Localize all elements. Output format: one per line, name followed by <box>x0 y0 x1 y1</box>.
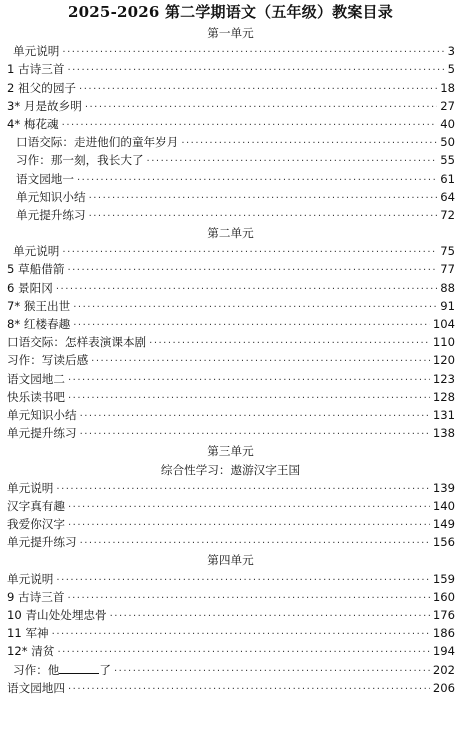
entry-title: 单元说明 <box>7 480 54 495</box>
dot-leader <box>85 99 437 117</box>
fill-in-blank <box>59 662 99 674</box>
toc-entry[interactable] <box>0 642 461 660</box>
entry-title: 习作：那一刻，我长大了 <box>16 153 144 168</box>
entry-label <box>0 351 88 369</box>
dot-leader <box>68 517 430 535</box>
entry-title: 我爱你汉字 <box>7 517 65 532</box>
toc-entry[interactable] <box>0 515 461 533</box>
page-number: 75 <box>440 244 455 259</box>
entry-title: 单元提升练习 <box>7 535 77 550</box>
entry-label <box>0 97 82 115</box>
page-number: 140 <box>432 498 455 513</box>
page-number: 131 <box>432 407 455 422</box>
toc-entry[interactable] <box>0 97 461 115</box>
entry-title: 5 草船借箭 <box>7 262 65 277</box>
dot-leader <box>67 590 429 608</box>
page-number: 40 <box>440 116 455 131</box>
entry-label <box>0 242 59 260</box>
entry-title: 6 景阳冈 <box>7 280 53 295</box>
page-number: 55 <box>440 153 455 168</box>
entry-title: 习作：写读后感 <box>7 353 89 368</box>
toc-entry[interactable] <box>0 388 461 406</box>
table-of-contents <box>0 24 461 697</box>
page-number: 61 <box>440 171 455 186</box>
entry-label <box>0 42 59 60</box>
entry-label <box>0 424 77 442</box>
page-number: 3 <box>447 44 455 59</box>
dot-leader <box>149 335 430 353</box>
entry-title: 语文园地一 <box>16 171 74 186</box>
toc-entry[interactable] <box>0 260 461 278</box>
page-number: 77 <box>440 262 455 277</box>
entry-label <box>0 533 77 551</box>
entry-label <box>0 370 65 388</box>
page-number: 18 <box>440 80 455 95</box>
dot-leader <box>57 644 429 662</box>
entry-label <box>0 279 53 297</box>
toc-entry[interactable] <box>0 188 461 206</box>
dot-leader <box>56 572 429 590</box>
entry-label <box>0 297 70 315</box>
unit-heading: 第二单元 <box>207 226 254 241</box>
entry-title: 单元说明 <box>13 44 60 59</box>
toc-entry[interactable] <box>0 570 461 588</box>
entry-title: 12* 清贫 <box>7 644 55 659</box>
dot-leader <box>80 408 430 426</box>
entry-title: 1 古诗三首 <box>7 62 65 77</box>
dot-leader <box>77 172 437 190</box>
entry-label <box>0 133 178 151</box>
toc-entry[interactable] <box>0 315 461 333</box>
entry-title: 语文园地四 <box>7 680 65 695</box>
toc-entry[interactable] <box>0 606 461 624</box>
entry-title: 单元知识小结 <box>16 189 86 204</box>
unit-heading: 第一单元 <box>207 26 254 40</box>
entry-title: 语文园地二 <box>7 371 65 386</box>
page-number: 27 <box>440 98 455 113</box>
page-number: 139 <box>432 480 455 495</box>
toc-entry[interactable] <box>0 151 461 169</box>
page-number: 128 <box>432 389 455 404</box>
toc-entry[interactable] <box>0 79 461 97</box>
unit-heading: 第四单元 <box>207 553 254 568</box>
entry-label <box>0 388 65 406</box>
entry-title: 单元说明 <box>7 571 54 586</box>
entry-title: 4* 梅花魂 <box>7 116 59 131</box>
page-number: 72 <box>440 207 455 222</box>
page-number: 149 <box>432 517 455 532</box>
entry-title: 11 军神 <box>7 626 49 641</box>
page-number: 104 <box>432 317 455 331</box>
entry-title: 7* 猴王出世 <box>7 298 71 313</box>
dot-leader <box>147 153 438 171</box>
dot-leader <box>80 426 430 444</box>
toc-entry[interactable] <box>0 242 461 260</box>
toc-entry[interactable] <box>0 588 461 606</box>
toc-entry[interactable] <box>0 370 461 388</box>
entry-label <box>0 406 77 424</box>
entry-label <box>0 588 64 606</box>
entry-label <box>0 206 86 224</box>
entry-label <box>0 642 54 660</box>
entry-title: 10 青山处处埋忠骨 <box>7 608 107 622</box>
dot-leader <box>56 281 437 299</box>
dot-leader <box>114 663 430 681</box>
dot-leader <box>52 626 430 644</box>
toc-entry[interactable] <box>0 497 461 515</box>
entry-title: 单元提升练习 <box>7 426 77 441</box>
toc-entry[interactable] <box>0 297 461 315</box>
entry-title: 3* 月是故乡明 <box>7 98 82 113</box>
dot-leader <box>62 244 437 262</box>
toc-entry[interactable] <box>0 351 461 369</box>
page-number: 138 <box>432 426 455 441</box>
dot-leader <box>73 299 437 317</box>
entry-label <box>0 315 70 333</box>
page-number: 194 <box>432 644 455 659</box>
page-number: 50 <box>440 135 455 150</box>
entry-label <box>0 661 111 679</box>
entry-title: 快乐读书吧 <box>7 389 65 404</box>
entry-title: 口语交际：怎样表演课本剧 <box>7 335 147 350</box>
dot-leader <box>80 535 430 553</box>
entry-title: 单元提升练习 <box>16 207 86 222</box>
toc-entry[interactable] <box>0 624 461 642</box>
entry-title: 单元说明 <box>13 244 60 259</box>
entry-title: 习作：他 <box>13 662 60 677</box>
toc-entry[interactable] <box>0 115 461 133</box>
dot-leader <box>68 681 430 699</box>
dot-leader <box>181 135 437 153</box>
entry-label <box>0 260 64 278</box>
entry-label <box>0 679 65 697</box>
page-number: 156 <box>432 535 455 550</box>
entry-title: 9 古诗三首 <box>7 589 65 604</box>
entry-label <box>0 151 144 169</box>
toc-entry[interactable] <box>0 206 461 224</box>
dot-leader <box>68 390 430 408</box>
entry-label <box>0 170 74 188</box>
page-number: 160 <box>432 589 455 604</box>
entry-label <box>0 497 65 515</box>
unit-heading: 第三单元 <box>207 444 254 459</box>
entry-label <box>0 515 65 533</box>
entry-label <box>0 188 86 206</box>
page-number: 202 <box>432 662 455 677</box>
toc-entry[interactable] <box>0 533 461 551</box>
toc-entry[interactable] <box>0 42 461 60</box>
entry-label <box>0 115 59 133</box>
dot-leader <box>67 62 444 80</box>
toc-entry[interactable] <box>0 661 461 679</box>
unit-subheading: 综合性学习：遨游汉字王国 <box>160 462 301 477</box>
page-number: 91 <box>440 298 455 313</box>
dot-leader <box>89 190 438 208</box>
entry-title: 汉字真有趣 <box>7 498 65 513</box>
page-number: 186 <box>432 626 455 641</box>
toc-entry[interactable] <box>0 679 461 697</box>
dot-leader <box>62 44 444 62</box>
toc-entry[interactable] <box>0 479 461 497</box>
dot-leader <box>91 353 430 371</box>
entry-label <box>0 624 49 642</box>
entry-title: 口语交际：走进他们的童年岁月 <box>16 135 179 150</box>
dot-leader <box>56 481 429 499</box>
entry-title: 单元知识小结 <box>7 407 77 422</box>
entry-label <box>0 606 107 624</box>
toc-entry[interactable] <box>0 60 461 78</box>
entry-label <box>0 333 146 351</box>
page-number: 110 <box>432 335 455 350</box>
entry-label <box>0 570 53 588</box>
entry-label <box>0 60 64 78</box>
dot-leader <box>68 372 430 390</box>
toc-entry[interactable] <box>0 279 461 297</box>
toc-entry[interactable] <box>0 406 461 424</box>
page-number: 123 <box>432 371 455 386</box>
page-number: 176 <box>432 608 455 622</box>
entry-title-suffix: 了 <box>99 662 111 677</box>
dot-leader <box>79 81 437 99</box>
page-number: 88 <box>440 280 455 295</box>
entry-title: 8* 红楼春趣 <box>7 317 71 331</box>
dot-leader <box>89 208 438 226</box>
page-number: 206 <box>432 680 455 695</box>
entry-label <box>0 479 53 497</box>
page-title: 2025-2026 第二学期语文（五年级）教案目录 <box>68 3 393 21</box>
toc-entry[interactable] <box>0 333 461 351</box>
page-number: 159 <box>432 571 455 586</box>
page-number: 120 <box>432 353 455 368</box>
page-number: 5 <box>447 62 455 77</box>
dot-leader <box>68 499 430 517</box>
toc-entry[interactable] <box>0 170 461 188</box>
entry-label <box>0 79 76 97</box>
dot-leader <box>67 262 437 280</box>
toc-entry[interactable] <box>0 133 461 151</box>
toc-entry[interactable] <box>0 424 461 442</box>
dot-leader <box>110 608 430 626</box>
entry-title: 2 祖父的园子 <box>7 80 77 95</box>
page-number: 64 <box>440 189 455 204</box>
